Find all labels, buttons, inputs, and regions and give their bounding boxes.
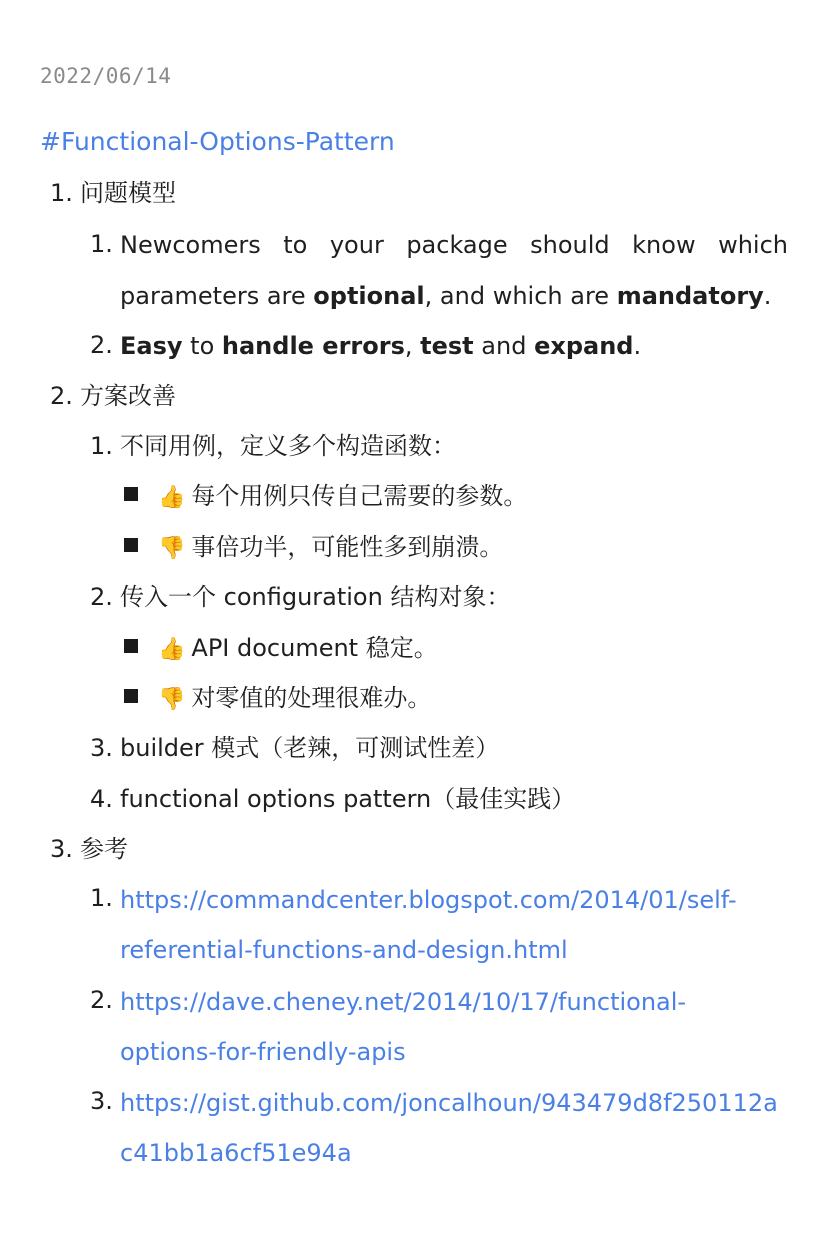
- ref-link-1-line2[interactable]: referential-functions-and-design.html: [120, 936, 568, 964]
- ref-1-number: 1.: [90, 884, 113, 912]
- bullet-square: [124, 689, 138, 703]
- item-1-1-line2: parameters are optional, and which are mandatory.: [120, 282, 772, 310]
- item-2-1-text: 不同用例，定义多个构造函数：: [120, 432, 456, 460]
- bullet-square: [124, 487, 138, 501]
- ref-link-3-line2[interactable]: c41bb1a6cf51e94a: [120, 1139, 352, 1167]
- bullet-2-2-1: 👍 API document 稳定。: [158, 634, 438, 662]
- item-2-4-text: functional options pattern（最佳实践）: [120, 785, 576, 813]
- optional-bold: optional: [313, 282, 425, 310]
- bullet-square: [124, 639, 138, 653]
- ref-link-1-line1[interactable]: https://commandcenter.blogspot.com/2014/01/self-: [120, 886, 737, 914]
- section-3-number: 3.: [50, 835, 73, 863]
- mandatory-bold: mandatory: [616, 282, 764, 310]
- section-2-title: 方案改善: [80, 382, 176, 410]
- ref-link-2-line2[interactable]: options-for-friendly-apis: [120, 1038, 406, 1066]
- item-1-1-number: 1.: [90, 230, 113, 258]
- item-2-2-number: 2.: [90, 583, 113, 611]
- bullet-2-1-2: 👎 事倍功半，可能性多到崩溃。: [158, 533, 504, 561]
- bullet-2-2-2: 👎 对零值的处理很难办。: [158, 684, 432, 712]
- item-1-2-number: 2.: [90, 331, 113, 359]
- thumbs-down-icon: 👎: [158, 687, 186, 712]
- item-2-4-number: 4.: [90, 785, 113, 813]
- item-2-1-number: 1.: [90, 432, 113, 460]
- item-1-2-text: Easy to handle errors, test and expand.: [120, 332, 642, 360]
- note-date: 2022/06/14: [40, 64, 172, 88]
- section-1-number: 1.: [50, 179, 73, 207]
- section-2-number: 2.: [50, 382, 73, 410]
- item-2-3-number: 3.: [90, 734, 113, 762]
- ref-2-number: 2.: [90, 986, 113, 1014]
- ref-3-number: 3.: [90, 1087, 113, 1115]
- section-3-title: 参考: [80, 835, 128, 863]
- item-2-2-text: 传入一个 configuration 结构对象：: [120, 583, 511, 611]
- thumbs-up-icon: 👍: [158, 637, 186, 662]
- bullet-square: [124, 538, 138, 552]
- ref-link-2-line1[interactable]: https://dave.cheney.net/2014/10/17/functional-: [120, 988, 687, 1016]
- item-2-3-text: builder 模式（老辣，可测试性差）: [120, 734, 500, 762]
- item-1-1-line1: Newcomers to your package should know which: [120, 231, 788, 259]
- thumbs-down-icon: 👎: [158, 536, 186, 561]
- thumbs-up-icon: 👍: [158, 485, 186, 510]
- bullet-2-1-1: 👍 每个用例只传自己需要的参数。: [158, 482, 528, 510]
- section-1-title: 问题模型: [80, 179, 176, 207]
- ref-link-3-line1[interactable]: https://gist.github.com/joncalhoun/943479d8f250112a: [120, 1089, 778, 1117]
- hashtag-link[interactable]: #Functional-Options-Pattern: [40, 127, 395, 156]
